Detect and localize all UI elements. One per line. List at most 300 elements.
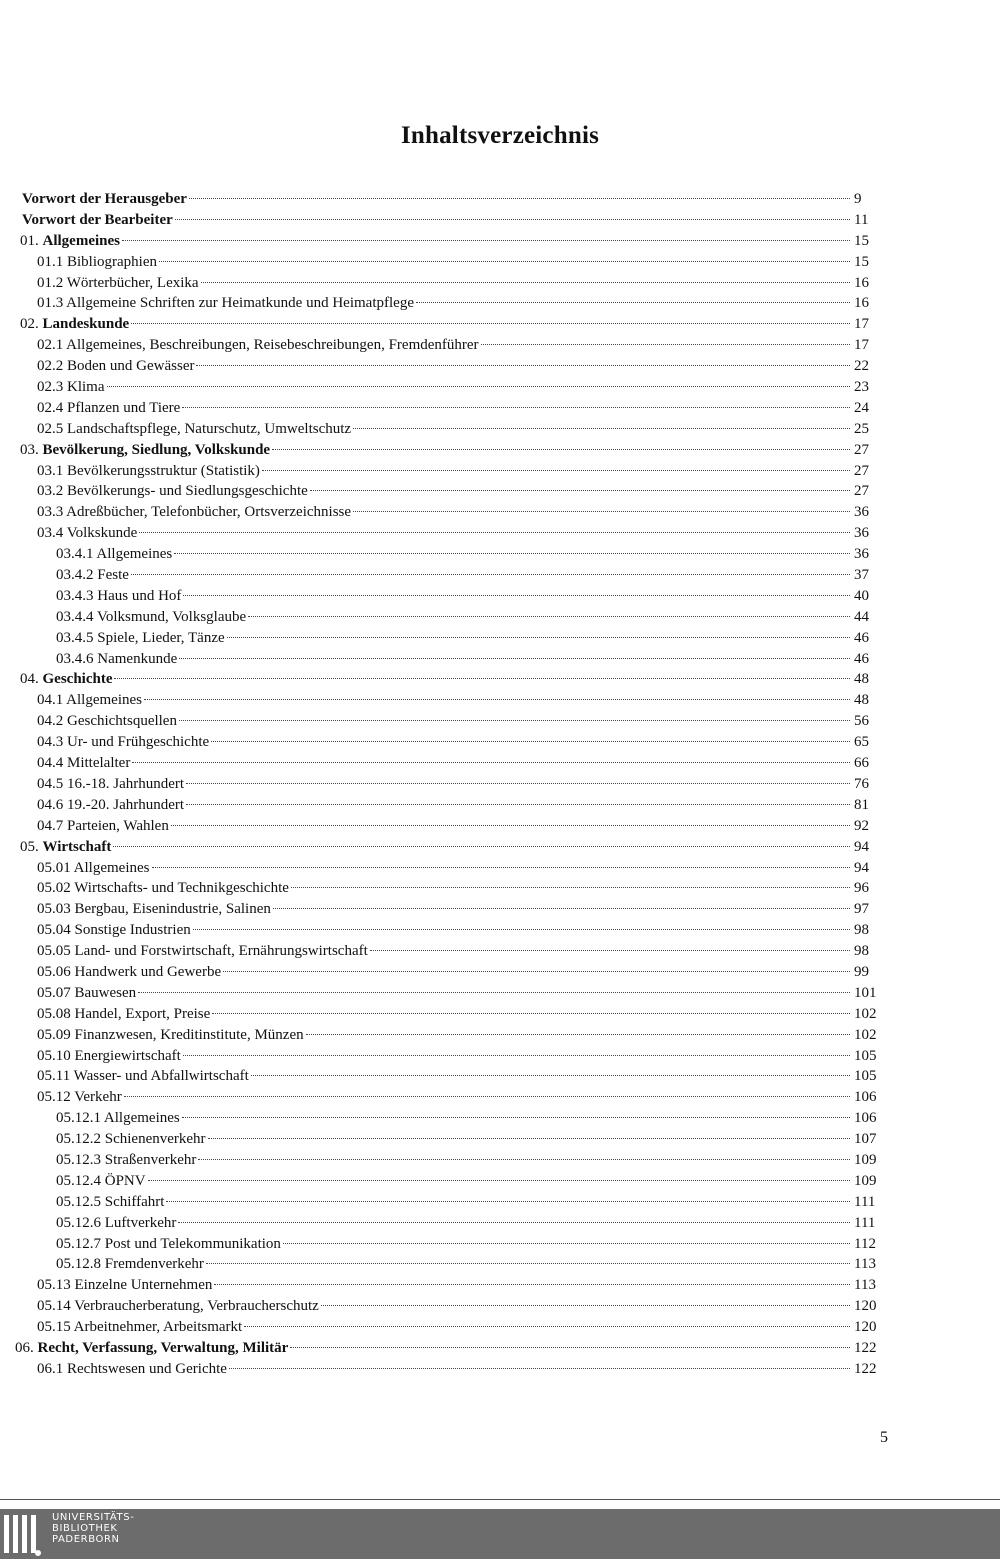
dot-leader: [306, 1034, 850, 1035]
toc-entry-label: [37, 419, 351, 440]
dot-leader: [183, 595, 850, 596]
logo-dot-icon: [35, 1550, 41, 1556]
toc-section: [0, 314, 1000, 335]
toc-entry: [0, 983, 1000, 1004]
toc-entry-text: 05.10 Energiewirtschaft: [37, 1047, 181, 1064]
toc-entry-text: 06.1 Rechtswesen und Gerichte: [37, 1360, 227, 1377]
toc-entry-label: [37, 1025, 304, 1046]
toc-entry-label: [37, 941, 368, 962]
toc-entry: [0, 481, 1000, 502]
dot-leader: [152, 867, 851, 868]
toc-entry: [0, 753, 1000, 774]
toc-entry-label: [37, 1004, 210, 1025]
toc-entry-label: [37, 1359, 227, 1380]
toc-section-number: 06.: [15, 1339, 34, 1356]
toc-entry-text: 01.1 Bibliographien: [37, 253, 157, 270]
toc-page-number: 113: [854, 1277, 876, 1294]
toc-entry: [0, 1275, 1000, 1296]
toc-entry: [0, 335, 1000, 356]
toc-entry-label: [37, 481, 308, 502]
toc-entry-text: 05.15 Arbeitnehmer, Arbeitsmarkt: [37, 1319, 243, 1336]
toc-section: [0, 189, 1000, 210]
toc-entry: [0, 1213, 1000, 1234]
toc-page-number: 56: [854, 713, 869, 730]
toc-page-number: 36: [854, 504, 869, 521]
toc-entry: [0, 649, 1000, 670]
toc-page-number: 40: [854, 587, 869, 604]
toc-entry-label: [37, 1317, 242, 1338]
toc-entry-text: 05.12.5 Schiffahrt: [56, 1193, 165, 1210]
dot-leader: [223, 971, 850, 972]
toc-section-number: 01.: [20, 232, 39, 249]
toc-entry-text: 05.04 Sonstige Industrien: [37, 922, 191, 939]
toc-entry-text: Vorwort der Bearbeiter: [22, 211, 173, 228]
toc-entry-text: 04.1 Allgemeines: [37, 692, 142, 709]
toc-section: [0, 231, 1000, 252]
dot-leader: [107, 386, 851, 387]
dot-leader: [144, 699, 850, 700]
toc-entry: [0, 816, 1000, 837]
toc-entry-text: 04.3 Ur- und Frühgeschichte: [37, 734, 210, 751]
toc-entry-text: Wirtschaft: [42, 838, 112, 855]
toc-entry-text: 05.12.6 Luftverkehr: [56, 1214, 177, 1231]
toc-section: [0, 837, 1000, 858]
dot-leader: [193, 929, 850, 930]
toc-entry: [0, 523, 1000, 544]
toc-entry: [0, 502, 1000, 523]
dot-leader: [208, 1138, 850, 1139]
toc-entry: [0, 1150, 1000, 1171]
toc-page-number: 120: [854, 1319, 877, 1336]
toc-entry-text: 05.12 Verkehr: [37, 1089, 122, 1106]
dot-leader: [182, 407, 850, 408]
toc-entry-label: [37, 962, 221, 983]
toc-entry-text: 05.07 Bauwesen: [37, 984, 137, 1001]
toc-entry: [0, 273, 1000, 294]
library-name-line1: UNIVERSITÄTS-: [52, 1512, 135, 1523]
toc-entry: [0, 1171, 1000, 1192]
toc-entry-label: [37, 1296, 319, 1317]
table-of-contents: [0, 189, 1000, 1380]
toc-entry-text: 05.11 Wasser- und Abfallwirtschaft: [37, 1068, 249, 1085]
toc-entry-label: [20, 440, 270, 461]
dot-leader: [113, 846, 850, 847]
toc-entry-label: [37, 398, 180, 419]
toc-entry-text: Vorwort der Herausgeber: [22, 191, 187, 207]
toc-entry-label: [22, 210, 173, 231]
toc-entry-text: 04.6 19.-20. Jahrhundert: [37, 796, 185, 813]
toc-entry-text: 04.4 Mittelalter: [37, 755, 131, 772]
toc-entry-text: 05.01 Allgemeines: [37, 859, 150, 876]
dot-leader: [251, 1075, 850, 1076]
toc-entry-label: [56, 1171, 146, 1192]
dot-leader: [206, 1263, 850, 1264]
dot-leader: [211, 741, 850, 742]
toc-entry-text: 03.4 Volkskunde: [37, 525, 138, 542]
toc-entry: [0, 1254, 1000, 1275]
toc-entry-text: 03.4.1 Allgemeines: [56, 546, 173, 563]
toc-entry-text: 04.2 Geschichtsquellen: [37, 713, 177, 730]
toc-entry-text: 05.06 Handwerk und Gewerbe: [37, 963, 222, 980]
dot-leader: [183, 1055, 850, 1056]
toc-page-number: 23: [854, 379, 869, 396]
toc-entry: [0, 628, 1000, 649]
dot-leader: [290, 1347, 850, 1348]
toc-entry: [0, 1317, 1000, 1338]
dot-leader: [114, 678, 850, 679]
toc-entry-text: 03.4.3 Haus und Hof: [56, 587, 182, 604]
toc-entry-text: Landeskunde: [42, 316, 130, 333]
toc-page-number: 16: [854, 295, 869, 312]
toc-page-number: 17: [854, 316, 869, 333]
toc-entry-label: [56, 1234, 281, 1255]
toc-entry-label: [37, 1066, 249, 1087]
toc-page-number: 27: [854, 483, 869, 500]
toc-section: [0, 440, 1000, 461]
library-footer: [0, 1509, 1000, 1559]
toc-page-number: 111: [854, 1214, 876, 1231]
toc-entry-label: [37, 878, 289, 899]
dot-leader: [124, 1096, 850, 1097]
toc-page-number: 81: [854, 796, 869, 813]
toc-page-number: 96: [854, 880, 869, 897]
toc-entry-text: 03.4.6 Namenkunde: [56, 650, 178, 667]
toc-page-number: 94: [854, 859, 869, 876]
toc-entry-text: Recht, Verfassung, Verwaltung, Militär: [37, 1339, 289, 1356]
toc-entry: [0, 252, 1000, 273]
toc-entry-label: [37, 377, 105, 398]
toc-entry-label: [56, 1213, 176, 1234]
toc-entry-text: 01.2 Wörterbücher, Lexika: [37, 274, 199, 291]
toc-entry: [0, 690, 1000, 711]
toc-page-number: 107: [854, 1131, 877, 1148]
dot-leader: [273, 908, 850, 909]
toc-entry-text: 03.4.5 Spiele, Lieder, Tänze: [56, 629, 225, 646]
toc-entry: [0, 878, 1000, 899]
toc-entry-label: [56, 1192, 164, 1213]
toc-entry-label: [37, 502, 351, 523]
toc-entry-label: [22, 189, 187, 210]
toc-section-number: 03.: [20, 441, 39, 458]
toc-entry: [0, 1108, 1000, 1129]
toc-entry-label: [37, 293, 414, 314]
dot-leader: [212, 1013, 850, 1014]
toc-page-number: 102: [854, 1005, 877, 1022]
dot-leader: [244, 1326, 850, 1327]
library-logo-icon: [4, 1515, 44, 1555]
dot-leader: [198, 1159, 850, 1160]
dot-leader: [248, 616, 850, 617]
dot-leader: [353, 428, 850, 429]
toc-page-number: 122: [854, 1360, 877, 1377]
toc-entry: [0, 920, 1000, 941]
toc-entry-label: [56, 565, 129, 586]
toc-page-number: 76: [854, 775, 869, 792]
toc-entry-label: [37, 920, 191, 941]
dot-leader: [159, 261, 850, 262]
toc-entry: [0, 565, 1000, 586]
dot-leader: [321, 1305, 850, 1306]
dot-leader: [291, 887, 850, 888]
toc-page-number: 98: [854, 943, 869, 960]
dot-leader: [139, 532, 850, 533]
dot-leader: [310, 490, 850, 491]
toc-entry: [0, 1004, 1000, 1025]
toc-page-number: 106: [854, 1089, 877, 1106]
dot-leader: [481, 344, 850, 345]
toc-page-number: 106: [854, 1110, 877, 1127]
toc-entry-label: [37, 711, 177, 732]
toc-page-number: 109: [854, 1172, 877, 1189]
footer-divider: [0, 1499, 1000, 1500]
dot-leader: [175, 219, 850, 220]
dot-leader: [229, 1368, 850, 1369]
toc-entry-text: Bevölkerung, Siedlung, Volkskunde: [42, 441, 271, 458]
toc-entry-label: [56, 1150, 196, 1171]
toc-entry-text: 02.3 Klima: [37, 379, 105, 396]
toc-entry: [0, 732, 1000, 753]
toc-entry-label: [37, 252, 157, 273]
toc-entry-text: 05.12.7 Post und Telekommunikation: [56, 1235, 281, 1252]
toc-entry-label: [37, 273, 199, 294]
toc-section: [0, 669, 1000, 690]
toc-entry-text: 05.02 Wirtschafts- und Technikgeschichte: [37, 880, 289, 897]
dot-leader: [227, 637, 850, 638]
toc-entry: [0, 1087, 1000, 1108]
toc-entry-text: 03.2 Bevölkerungs- und Siedlungsgeschichte: [37, 483, 308, 500]
toc-entry-label: [37, 356, 194, 377]
library-name-line2: BIBLIOTHEK: [52, 1523, 118, 1534]
toc-entry-text: 02.2 Boden und Gewässer: [37, 358, 195, 375]
toc-page-number: 17: [854, 337, 869, 354]
toc-entry-text: 05.12.1 Allgemeines: [56, 1110, 180, 1127]
toc-section-number: 02.: [20, 316, 39, 333]
dot-leader: [174, 553, 850, 554]
toc-entry-label: [37, 690, 142, 711]
dot-leader: [182, 1117, 850, 1118]
dot-leader: [171, 825, 850, 826]
toc-entry-label: [56, 628, 225, 649]
toc-entry-label: [37, 1275, 212, 1296]
toc-entry-label: [56, 586, 181, 607]
toc-entry-label: [37, 461, 260, 482]
toc-entry-label: [37, 732, 209, 753]
toc-entry: [0, 1192, 1000, 1213]
toc-entry-text: 05.13 Einzelne Unternehmen: [37, 1277, 213, 1294]
toc-entry-text: 05.12.3 Straßenverkehr: [56, 1151, 197, 1168]
dot-leader: [179, 658, 850, 659]
toc-section: [0, 210, 1000, 231]
dot-leader: [122, 240, 850, 241]
toc-page-number: 92: [854, 817, 869, 834]
toc-entry-text: 05.08 Handel, Export, Preise: [37, 1005, 211, 1022]
toc-page-number: 65: [854, 734, 869, 751]
toc-entry: [0, 586, 1000, 607]
toc-entry-text: 03.1 Bevölkerungsstruktur (Statistik): [37, 462, 260, 479]
library-name: [52, 1512, 134, 1545]
dot-leader: [283, 1243, 850, 1244]
toc-entry-label: [15, 1338, 288, 1359]
toc-entry-text: 02.1 Allgemeines, Beschreibungen, Reisebeschreibungen, Fremdenführer: [37, 337, 479, 354]
toc-entry-text: 05.09 Finanzwesen, Kreditinstitute, Münzen: [37, 1026, 304, 1043]
toc-entry-text: 05.14 Verbraucherberatung, Verbraucherschutz: [37, 1298, 319, 1315]
toc-entry-label: [37, 335, 479, 356]
toc-page-number: 48: [854, 692, 869, 709]
toc-entry: [0, 1025, 1000, 1046]
toc-entry: [0, 1359, 1000, 1380]
toc-entry-text: 04.7 Parteien, Wahlen: [37, 817, 169, 834]
toc-entry-label: [56, 607, 246, 628]
toc-page-number: 22: [854, 358, 869, 375]
toc-entry-label: [37, 858, 150, 879]
toc-page-number: 98: [854, 922, 869, 939]
toc-entry-text: 03.4.4 Volksmund, Volksglaube: [56, 608, 247, 625]
toc-page-number: 11: [854, 211, 869, 228]
dot-leader: [132, 762, 850, 763]
toc-entry: [0, 356, 1000, 377]
toc-entry-text: 02.4 Pflanzen und Tiere: [37, 399, 181, 416]
dot-leader: [179, 720, 850, 721]
toc-page-number: 102: [854, 1026, 877, 1043]
toc-entry-label: [37, 753, 130, 774]
toc-entry: [0, 461, 1000, 482]
toc-page-number: 99: [854, 963, 869, 980]
toc-entry-label: [37, 795, 184, 816]
toc-page-number: 94: [854, 838, 869, 855]
toc-page-number: 36: [854, 525, 869, 542]
toc-entry: [0, 398, 1000, 419]
toc-page-number: 24: [854, 399, 869, 416]
toc-page-number: 16: [854, 274, 869, 291]
toc-entry-text: 02.5 Landschaftspflege, Naturschutz, Umweltschutz: [37, 420, 352, 437]
toc-section-number: 04.: [20, 671, 39, 688]
toc-entry-label: [56, 1108, 180, 1129]
toc-entry: [0, 377, 1000, 398]
dot-leader: [186, 804, 850, 805]
toc-entry-label: [20, 231, 120, 252]
toc-entry-label: [56, 544, 172, 565]
toc-page-number: 105: [854, 1047, 877, 1064]
toc-page-number: 122: [854, 1339, 877, 1356]
dot-leader: [416, 302, 850, 303]
dot-leader: [186, 783, 850, 784]
toc-entry-label: [20, 669, 112, 690]
dot-leader: [189, 198, 850, 199]
page-title: Inhaltsverzeichnis: [400, 122, 600, 149]
toc-page-number: 27: [854, 462, 869, 479]
toc-entry-text: 05.12.2 Schienenverkehr: [56, 1131, 206, 1148]
toc-entry-text: Geschichte: [42, 671, 113, 688]
toc-entry-text: 01.3 Allgemeine Schriften zur Heimatkunde und Heimatpflege: [37, 295, 414, 312]
dot-leader: [148, 1180, 850, 1181]
toc-page-number: 46: [854, 650, 869, 667]
toc-entry-label: [37, 1087, 122, 1108]
dot-leader: [370, 950, 850, 951]
toc-page-number: 48: [854, 671, 869, 688]
dot-leader: [272, 449, 850, 450]
dot-leader: [262, 470, 850, 471]
toc-page-number: 25: [854, 420, 869, 437]
toc-entry-text: 04.5 16.-18. Jahrhundert: [37, 775, 185, 792]
toc-page-number: 44: [854, 608, 869, 625]
dot-leader: [138, 992, 850, 993]
toc-entry: [0, 774, 1000, 795]
toc-entry: [0, 1129, 1000, 1150]
toc-page-number: 105: [854, 1068, 877, 1085]
toc-entry-label: [20, 314, 129, 335]
toc-entry: [0, 899, 1000, 920]
toc-entry-label: [37, 1046, 181, 1067]
toc-page-number: 120: [854, 1298, 877, 1315]
toc-entry: [0, 607, 1000, 628]
toc-page-number: 9: [854, 191, 862, 207]
toc-page-number: 109: [854, 1151, 877, 1168]
toc-page-number: 66: [854, 755, 869, 772]
dot-leader: [131, 323, 850, 324]
page-number: 5: [880, 1429, 888, 1446]
toc-entry: [0, 1066, 1000, 1087]
toc-entry-text: 05.12.4 ÖPNV: [56, 1172, 146, 1189]
toc-entry-text: 03.3 Adreßbücher, Telefonbücher, Ortsverzeichnisse: [37, 504, 352, 521]
toc-entry-text: 03.4.2 Feste: [56, 567, 129, 584]
toc-page-number: 111: [854, 1193, 876, 1210]
toc-entry-label: [20, 837, 111, 858]
toc-section: [0, 1338, 1000, 1359]
toc-page-number: 97: [854, 901, 869, 918]
toc-page-number: 112: [854, 1235, 876, 1252]
toc-entry-label: [37, 899, 271, 920]
dot-leader: [196, 365, 850, 366]
toc-entry-label: [56, 649, 177, 670]
library-name-line3: PADERBORN: [52, 1534, 120, 1545]
toc-page-number: 113: [854, 1256, 876, 1273]
dot-leader: [178, 1222, 850, 1223]
toc-entry: [0, 941, 1000, 962]
toc-page-number: 46: [854, 629, 869, 646]
toc-entry-text: 05.05 Land- und Forstwirtschaft, Ernährungswirtschaft: [37, 943, 368, 960]
toc-page-number: 15: [854, 253, 869, 270]
toc-entry-label: [37, 983, 136, 1004]
toc-entry-text: 05.03 Bergbau, Eisenindustrie, Salinen: [37, 901, 271, 918]
toc-entry: [0, 544, 1000, 565]
toc-page-number: 37: [854, 567, 869, 584]
toc-entry-text: Allgemeines: [42, 232, 120, 249]
toc-entry: [0, 962, 1000, 983]
toc-entry-label: [37, 816, 169, 837]
toc-entry: [0, 419, 1000, 440]
toc-entry: [0, 858, 1000, 879]
toc-page-number: 27: [854, 441, 869, 458]
toc-entry-label: [37, 774, 184, 795]
toc-entry: [0, 1296, 1000, 1317]
dot-leader: [131, 574, 850, 575]
toc-entry-text: 05.12.8 Fremdenverkehr: [56, 1256, 204, 1273]
toc-entry: [0, 711, 1000, 732]
toc-section-number: 05.: [20, 838, 39, 855]
dot-leader: [214, 1284, 850, 1285]
dot-leader: [353, 511, 850, 512]
dot-leader: [201, 282, 850, 283]
toc-page-number: 36: [854, 546, 869, 563]
toc-entry: [0, 293, 1000, 314]
toc-entry: [0, 1046, 1000, 1067]
toc-entry-label: [56, 1129, 206, 1150]
toc-page-number: 15: [854, 232, 869, 249]
toc-entry: [0, 1234, 1000, 1255]
toc-entry: [0, 795, 1000, 816]
toc-entry-label: [37, 523, 137, 544]
toc-entry-label: [56, 1254, 204, 1275]
